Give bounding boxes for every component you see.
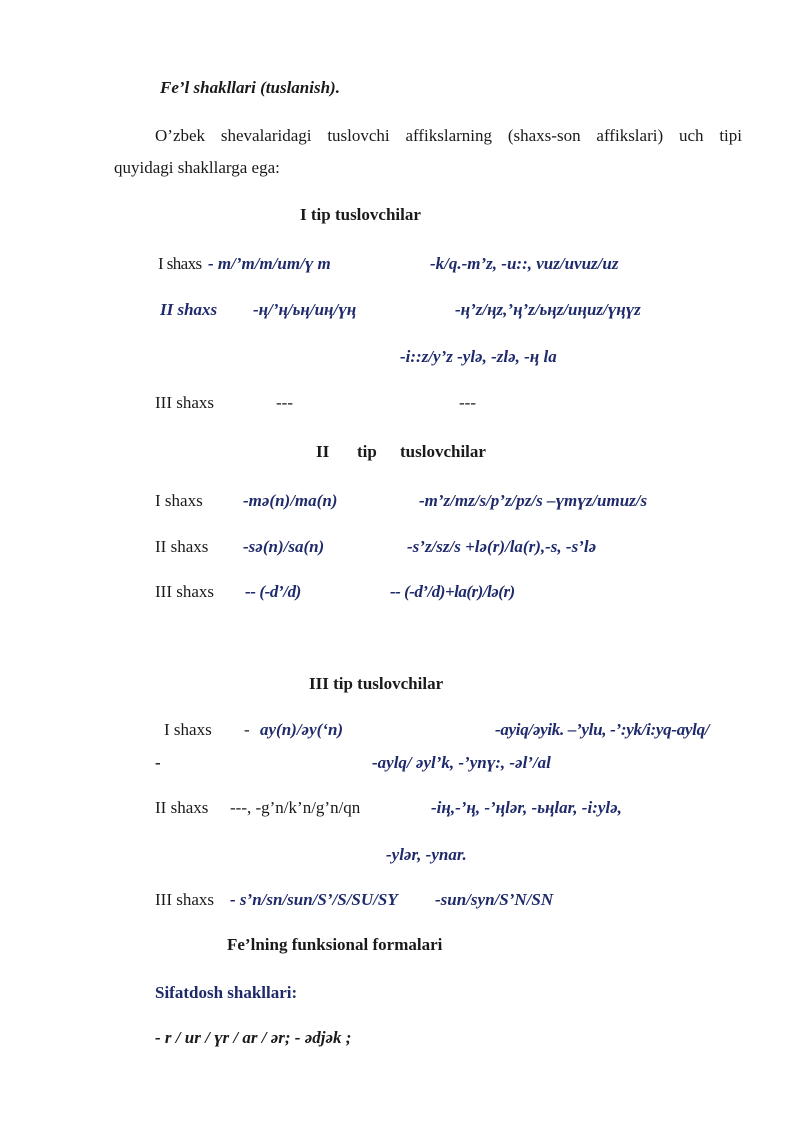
type1-row3-plural: --- bbox=[459, 393, 476, 412]
type1-row1-plural: -k/q.-m’z, -u::, vuz/uvuz/uz bbox=[430, 254, 619, 273]
type2-row1-plural: -m’z/mz/s/p’z/pz/s –үmүz/umuz/s bbox=[419, 491, 648, 510]
type3-row1-singular: ay(n)/əy(‘n) bbox=[260, 720, 344, 739]
type3-row1-plural: -ayiq/əyik. –’ylu, -’:yk/i:yq-aylq/ bbox=[495, 720, 710, 739]
type1-row1-singular: - m/’m/m/um/ү m bbox=[208, 254, 331, 273]
intro-line-2: quyidagi shakllarga ega: bbox=[114, 158, 280, 177]
type1-heading: I tip tuslovchilar bbox=[300, 205, 421, 224]
type1-row3-singular: --- bbox=[276, 393, 293, 412]
type3-row2-label: II shaxs bbox=[155, 798, 209, 817]
type1-row3-label: III shaxs bbox=[155, 393, 215, 412]
type2-row1-singular: -mə(n)/ma(n) bbox=[243, 491, 338, 510]
type2-row1-label: I shaxs bbox=[155, 491, 203, 510]
functional-forms-heading: Fe’lning funksional formalari bbox=[227, 935, 443, 954]
type3-row1-label: I shaxs bbox=[164, 720, 212, 739]
page-title: Fe’l shakllari (tuslanish). bbox=[160, 78, 340, 97]
type2-row3-label: III shaxs bbox=[155, 582, 215, 601]
participle-forms: - r / ur / үr / ar / ər; - ədjək ; bbox=[155, 1028, 352, 1047]
type3-row2-continuation: -ylər, -ynar. bbox=[386, 845, 467, 864]
type3-row3-label: III shaxs bbox=[155, 890, 215, 909]
type3-row3-singular: - s’n/sn/sun/S’/S/SU/SY bbox=[230, 890, 398, 909]
type3-row2-singular: ---, -g’n/k’n/g’n/qn bbox=[230, 798, 361, 817]
type2-row2-plural: -s’z/sz/s +lə(r)/la(r),-s, -s’lə bbox=[407, 537, 597, 556]
type3-heading: III tip tuslovchilar bbox=[309, 674, 444, 693]
type3-row3-plural: -sun/syn/S’N/SN bbox=[435, 890, 554, 909]
type2-row2-label: II shaxs bbox=[155, 537, 209, 556]
type1-row2-continuation: -i::z/у’z -ylə, -zlə, -ң la bbox=[400, 347, 557, 366]
type2-heading-c: tuslovchilar bbox=[400, 442, 486, 461]
participle-heading: Sifatdosh shakllari: bbox=[155, 983, 298, 1002]
type1-row1-label: I shaxs bbox=[158, 254, 202, 273]
type2-heading-a: II bbox=[316, 442, 330, 461]
type2-heading-b: tip bbox=[357, 442, 377, 461]
type1-row2-plural: -ң’z/ңz,’ң’z/ьңz/uңuz/үңүz bbox=[455, 300, 641, 319]
intro-line-1: O’zbek shevalaridagi tuslovchi affikslarning (shaxs-son affikslari) uch tipi bbox=[155, 126, 742, 145]
type2-row3-singular: -- (-d’/d) bbox=[245, 582, 301, 601]
type3-row2-plural: -iң,-’ң, -’ңlər, -ьңlar, -i:ylə, bbox=[431, 798, 622, 817]
type3-row1-continuation: -aylq/ əyl’k, -’ynү:, -əl’/al bbox=[372, 753, 551, 772]
type1-row2-singular: -ң/’ң/ьң/uң/үң bbox=[253, 300, 357, 319]
type2-row3-plural: -- (-d’/d)+la(r)/lə(r) bbox=[390, 582, 515, 601]
type3-row1-dash: - bbox=[244, 720, 250, 739]
type3-row1-continuation-dash: - bbox=[155, 753, 161, 772]
type2-row2-singular: -sə(n)/sa(n) bbox=[243, 537, 325, 556]
type1-row2-label: II shaxs bbox=[160, 300, 218, 319]
